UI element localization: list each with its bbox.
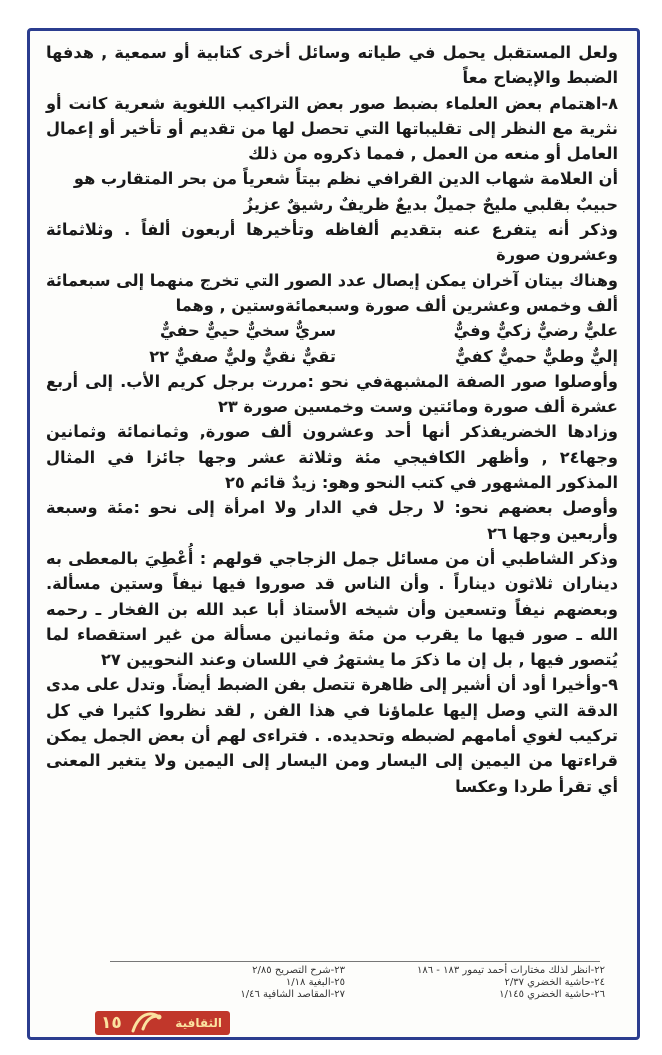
paragraph: ٩-وأخيرا أود أن أشير إلى ظاهرة تتصل بفن الضبط أيضاً. وتدل على مدى الدقة التي وصل إليها علماؤنا في هذا الفن , لقد نظروا كثيرا في كل تركيب لغوي أمامهم لضبطه وتحديده. . فتراءى لهم أن بعض الجمل يمكن قراءتها من اليمين إلى اليسار ومن اليسار إلى اليمين ولا يتغير المعنى أي تقرأ طردا وعكسا bbox=[46, 675, 618, 796]
footnote: ٢٦-حاشية الخضري ١/١٤٥ bbox=[499, 989, 605, 1000]
footnote: ٢٤-حاشية الخضري ٢/٣٧ bbox=[504, 977, 605, 988]
verse-hemistich-right: إليٌّ وطيٌّ حميٌّ كفيٌّ bbox=[455, 346, 618, 366]
verse-line: حبيبٌ بقلبي مليحٌ جميلٌ بديعٌ ظريفٌ رشيقٌ عزيزُ bbox=[243, 194, 618, 214]
page-number: ١٥ bbox=[101, 1013, 122, 1033]
paragraph: وأوصل بعضهم نحو: لا رجل في الدار ولا امرأة إلى نحو :مئة وسبعة وأربعين وجها ٢٦ bbox=[46, 498, 618, 543]
verse-couplet bbox=[46, 344, 618, 369]
paragraph: وأوصلوا صور الصفة المشبهةفي نحو :مررت برجل كريم الأب. إلى أربع عشرة ألف صورة ومائتين وست وخمسين صورة ٢٣ bbox=[46, 371, 618, 417]
paragraph: أن العلامة شهاب الدين القرافي نظم بيتاً شعرياً من بحر المتقارب هو bbox=[73, 169, 618, 189]
paragraph: وذكر الشاطبي أن من مسائل جمل الزجاجي قولهم : أُعْطِيَ بالمعطى به ديناران ثلاثون ديناراً . وأن الناس قد صوروا فيها نيفاً وستين مسألة. وبعضهم نيفاً وتسعين وأن شيخه الأستاذ أبا عبد الله بن الفخار ـ رحمه الله ـ صور فيها ما يقرب من مئة وثمانين مسألة من غير استقصاء لما يُتصور فيها , بل إن ما ذكرَ ما يشتهرُ في اللسان وعند النحويين ٢٧ bbox=[46, 548, 618, 670]
article-body bbox=[46, 40, 618, 799]
footnotes-right-column bbox=[365, 965, 605, 1001]
footnote-separator bbox=[110, 961, 600, 962]
paragraph: وذكر أنه يتفرع عنه بتقديم ألفاظه وتأخيرها أربعون ألفاً . وثلاثمائة وعشرون صورة bbox=[46, 220, 618, 265]
footnotes bbox=[105, 965, 605, 1001]
footnote: ٢٥-البغية ١/١٨ bbox=[285, 977, 345, 988]
verse-hemistich-left: تقيٌّ نقيٌّ وليٌّ صفيٌّ ٢٢ bbox=[149, 346, 336, 366]
verse-hemistich-left: سريٌّ سخيٌّ حييٌّ حفيٌّ bbox=[159, 321, 336, 341]
footnote: ٢٣-شرح التصريح ٢/٨٥ bbox=[252, 965, 345, 976]
logo-swirl-icon bbox=[129, 1007, 165, 1037]
footnote: ٢٧-المقاصد الشافية ١/٤٦ bbox=[240, 989, 345, 1000]
footnotes-left-column bbox=[105, 965, 345, 1001]
paragraph: وزادها الخضريفذكر أنها أحد وعشرون ألف صورة, وثمانمائة وثمانين وجها٢٤ , وأظهر الكافيجي مئة وثلاثة عشر وجها جائزا في المثال المذكور المشهور في كتب النحو وهو: زيدٌ قائم ٢٥ bbox=[46, 422, 618, 493]
verse-couplet bbox=[46, 318, 618, 343]
paragraph: وهناك بيتان آخران يمكن إيصال عدد الصور التي تخرج منهما إلى سبعمائة ألف وخمس وعشرين ألف صورة وسبعمائةوستين , وهما bbox=[46, 270, 618, 315]
footnote: ٢٢-انظر لذلك مختارات أحمد تيمور ١٨٣ - ١٨٦ bbox=[417, 965, 605, 976]
magazine-brand: الثقافية bbox=[175, 1016, 222, 1030]
verse-hemistich-right: عليٌّ رضيٌّ زكيٌّ وفيٌّ bbox=[453, 321, 618, 341]
magazine-logo bbox=[95, 1011, 230, 1035]
paragraph: ولعل المستقبل يحمل في طياته وسائل أخرى كتابية أو سمعية , هدفها الضبط والإيضاح معاً bbox=[46, 43, 618, 88]
paragraph: ٨-اهتمام بعض العلماء بضبط صور بعض التراكيب اللغوية شعرية كانت أو نثرية مع النظر إلى تقليباتها التي تحصل لها من تقديم أو تأخير أو إعمال العامل أو منعه من العمل , فمما ذكروه من ذلك bbox=[46, 93, 618, 164]
